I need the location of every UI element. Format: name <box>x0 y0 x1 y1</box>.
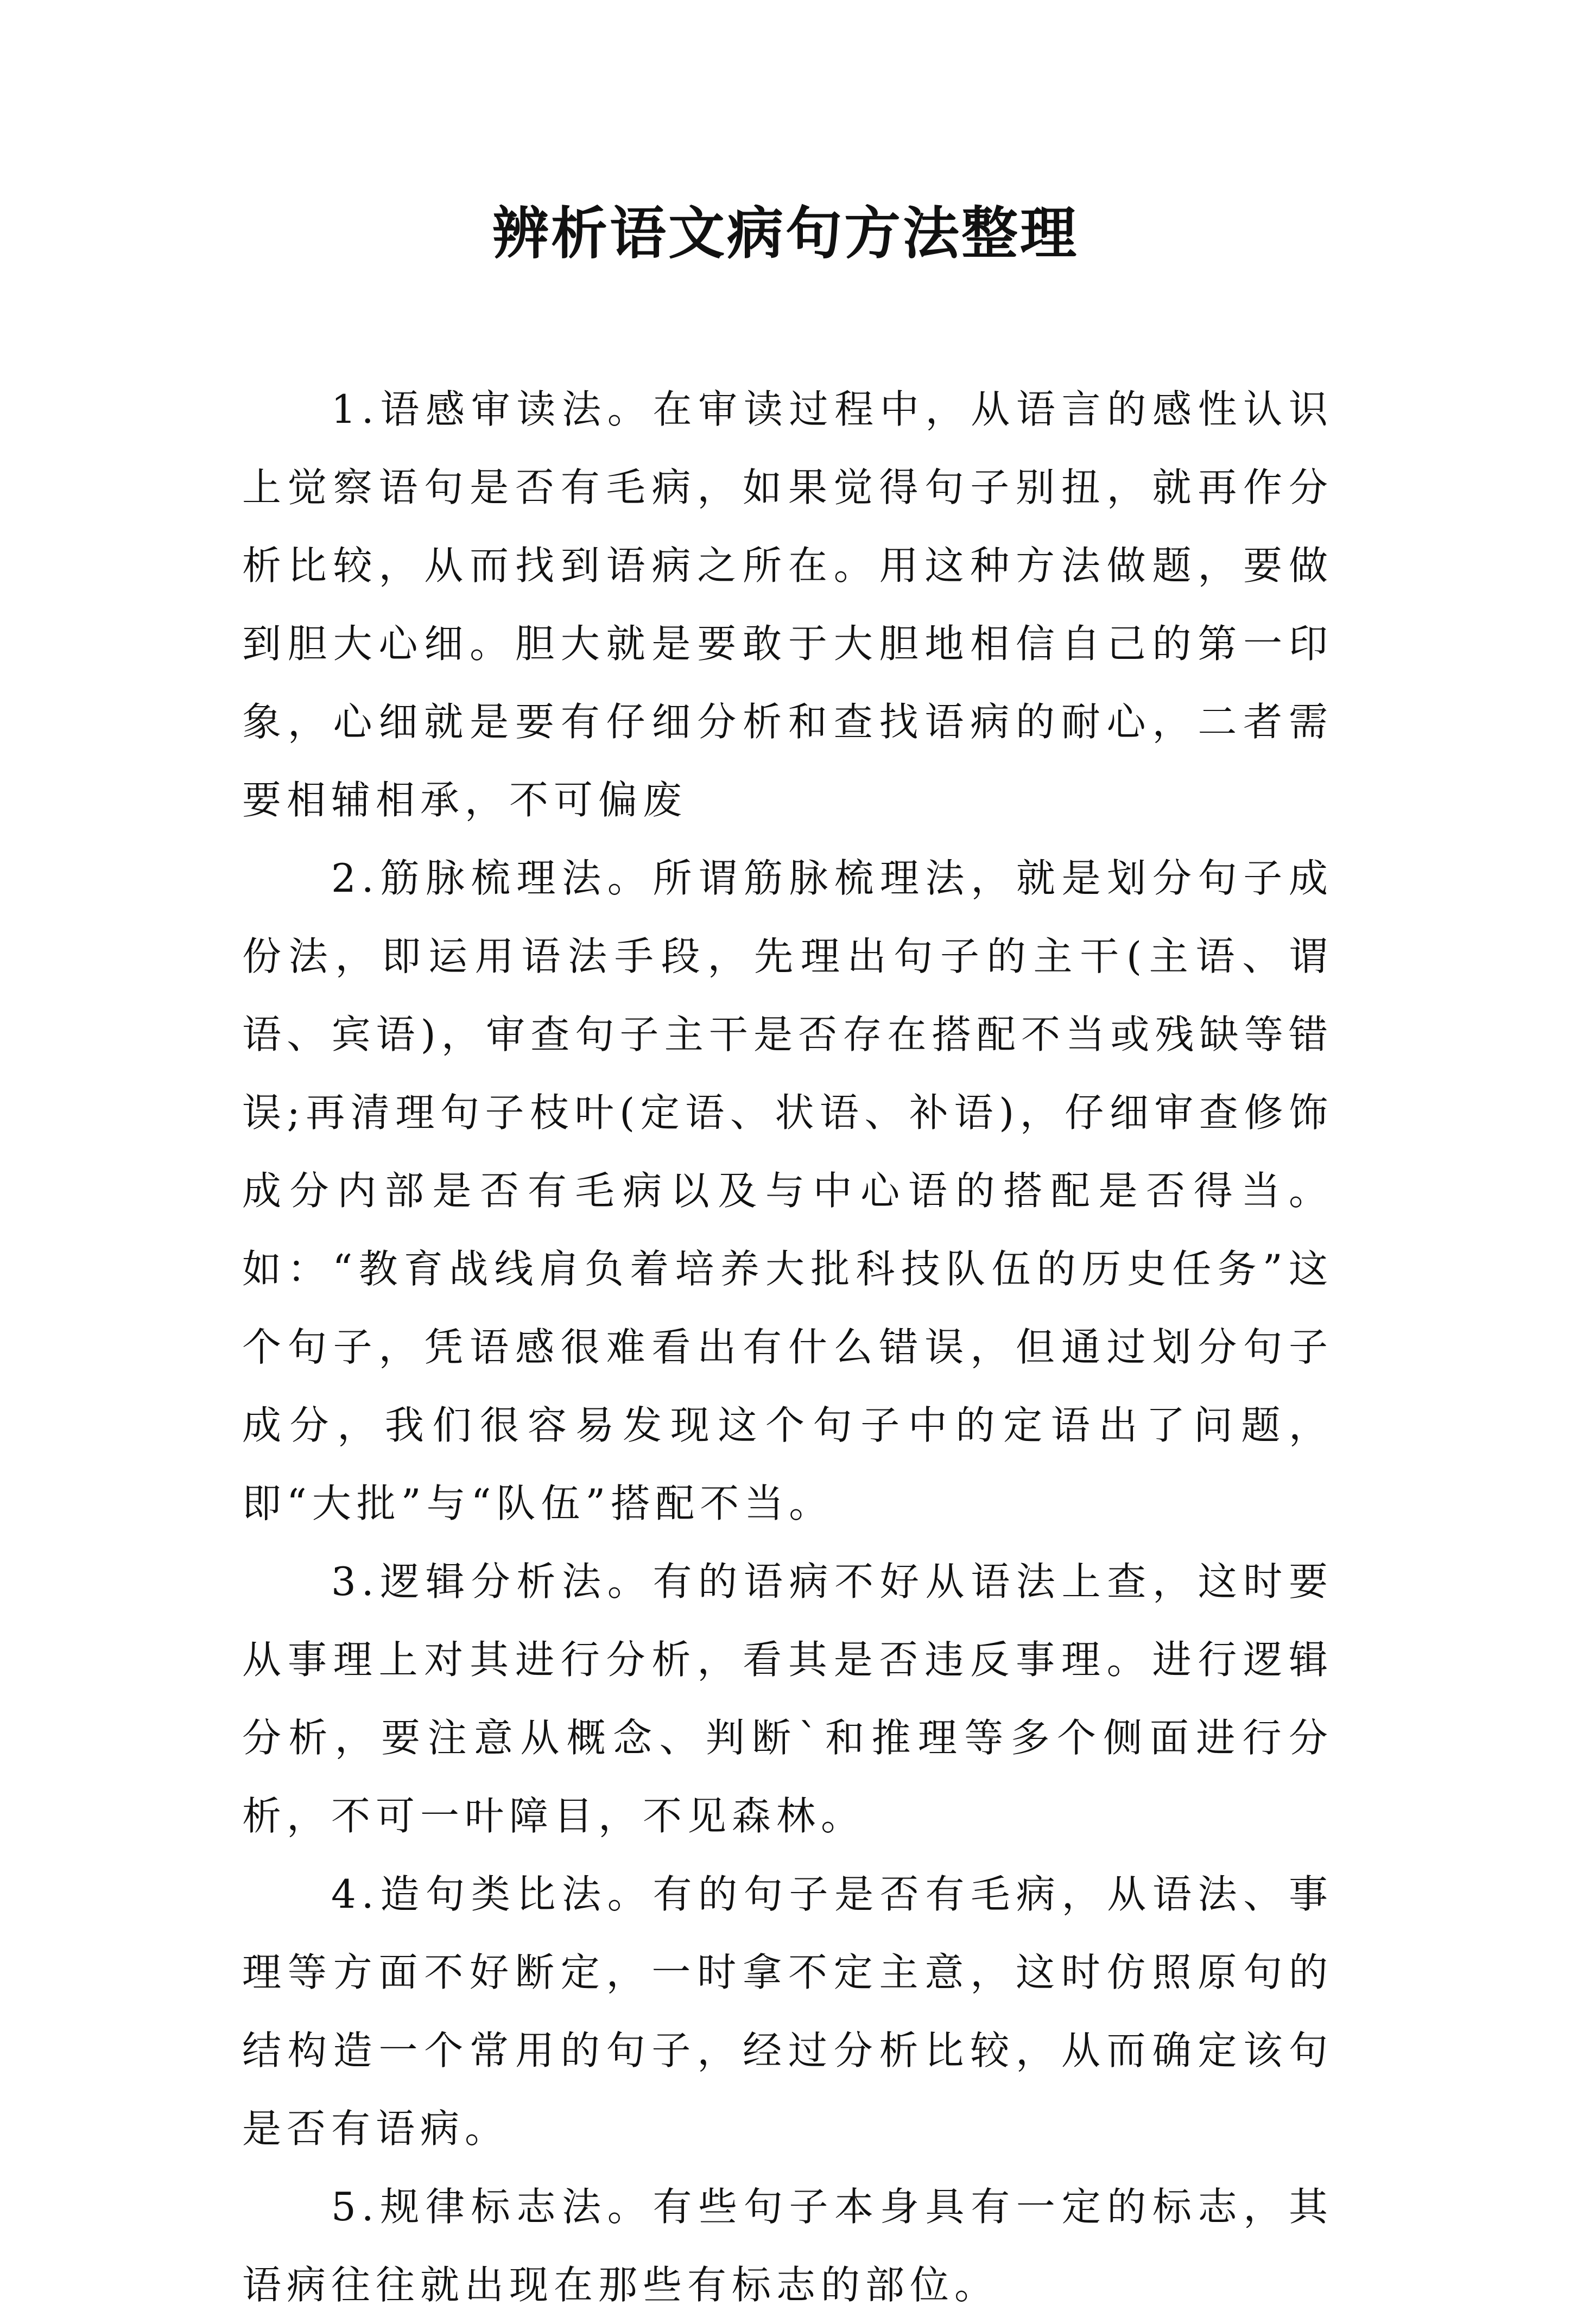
document-title: 辨析语文病句方法整理 <box>492 200 1079 266</box>
paragraph-1: 1.语感审读法。在审读过程中，从语言的感性认识上觉察语句是否有毛病，如果觉得句子别扭，就再作分析比较，从而找到语病之所在。用这种方法做题，要做到胆大心细。胆大就是要敢于大胆地相信自己的第一印象，心细就是要有仔细分析和查找语病的耐心，二者需要相辅相承，不可偏废 <box>242 386 1333 823</box>
paragraph-3: 3.逻辑分析法。有的语病不好从语法上查，这时要从事理上对其进行分析，看其是否违反事理。进行逻辑分析，要注意从概念、判断`和推理等多个侧面进行分析，不可一叶障目，不见森林。 <box>242 1559 1333 1839</box>
paragraph-2: 2.筋脉梳理法。所谓筋脉梳理法，就是划分句子成份法，即运用语法手段，先理出句子的主干(主语、谓语、宾语)，审查句子主干是否存在搭配不当或残缺等错误;再清理句子枝叶(定语、状语、补语)，仔细审查修饰成分内部是否有毛病以及与中心语的搭配是否得当。如：“教育战线肩负着培养大批科技队伍的历史任务”这个句子，凭语感很难看出有什么错误，但通过划分句子成分，我们很容易发现这个句子中的定语出了问题，即“大批”与“队伍”搭配不当。 <box>242 855 1333 1526</box>
paragraph-5: 5.规律标志法。有些句子本身具有一定的标志，其语病往往就出现在那些有标志的部位。 <box>242 2184 1333 2308</box>
document-body <box>242 370 1333 2324</box>
paragraph-4: 4.造句类比法。有的句子是否有毛病，从语法、事理等方面不好断定，一时拿不定主意，这时仿照原句的结构造一个常用的句子，经过分析比较，从而确定该句是否有语病。 <box>242 1871 1333 2151</box>
